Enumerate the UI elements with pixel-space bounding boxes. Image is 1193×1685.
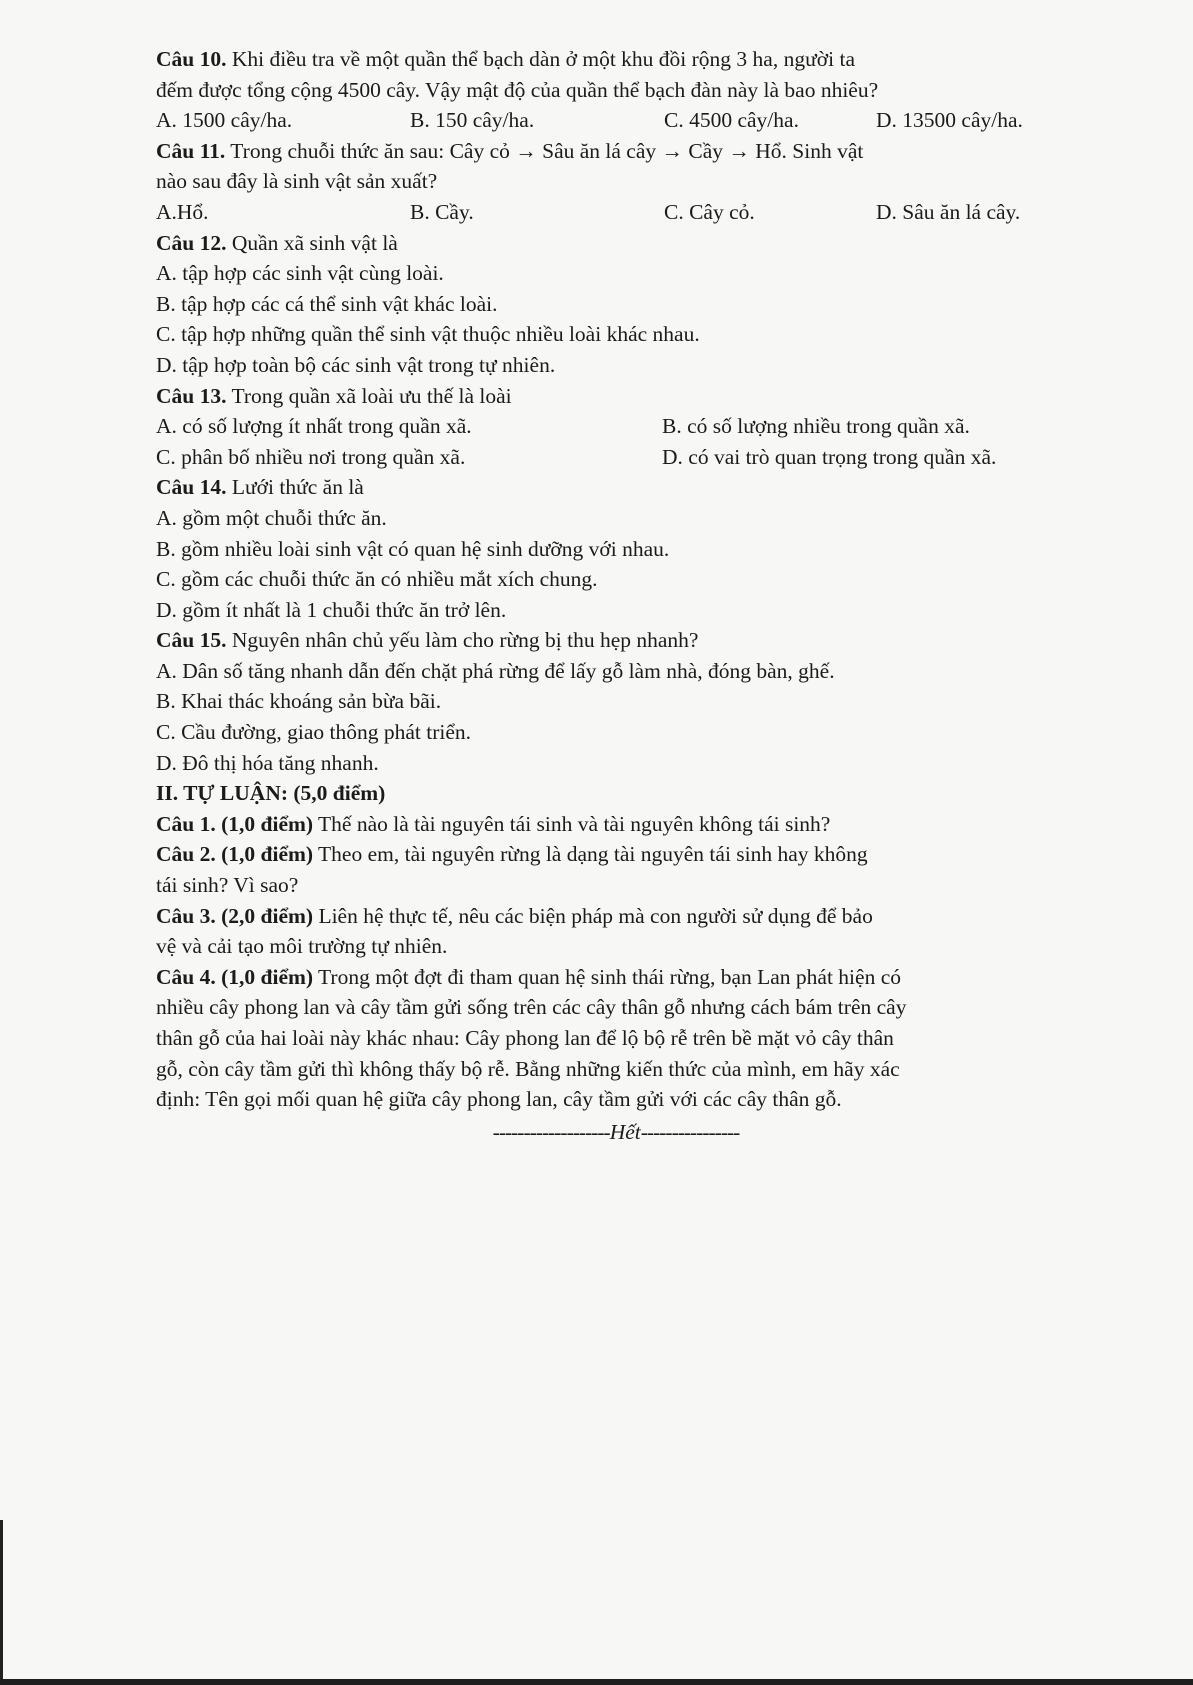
q10-number: Câu 10. <box>156 47 227 71</box>
essay-2-line-1 <box>156 839 1116 870</box>
essay-3-text-1: Liên hệ thực tế, nêu các biện pháp mà con người sử dụng để bảo <box>313 903 873 928</box>
essay-4-text-3: thân gỗ của hai loài này khác nhau: Cây phong lan để lộ bộ rễ trên bề mặt vỏ cây thân <box>156 1026 894 1050</box>
q13-option-d: D. có vai trò quan trọng trong quần xã. <box>662 444 997 469</box>
section-heading <box>156 778 1116 809</box>
q14-number: Câu 14. <box>156 475 227 500</box>
q13-option-b: B. có số lượng nhiều trong quần xã. <box>662 414 970 439</box>
q11-text-2: nào sau đây là sinh vật sản xuất? <box>156 169 438 194</box>
q12-option-a: A. tập hợp các sinh vật cùng loài. <box>156 261 444 286</box>
q14-option-c: C. gồm các chuỗi thức ăn có nhiều mắt xích chung. <box>156 567 598 592</box>
exam-page <box>156 44 1116 1147</box>
end-dashes-left: ------------------- <box>492 1119 610 1144</box>
scan-bottom-edge <box>0 1679 1193 1685</box>
q13-line <box>156 381 1116 412</box>
section-2-title: II. TỰ LUẬN: (5,0 điểm) <box>156 781 386 806</box>
q11-option-d: D. Sâu ăn lá cây. <box>876 199 1021 224</box>
q12-option-b: B. tập hợp các cá thể sinh vật khác loài. <box>156 291 498 316</box>
q15-line <box>156 625 1116 656</box>
q15-option-a: A. Dân số tăng nhanh dẫn đến chặt phá rừng để lấy gỗ làm nhà, đóng bàn, ghế. <box>156 658 835 683</box>
essay-4-text-4: gỗ, còn cây tầm gửi thì không thấy bộ rễ. Bằng những kiến thức của mình, em hãy xác <box>156 1056 900 1081</box>
q11-text-1: Trong chuỗi thức ăn sau: Cây cỏ → Sâu ăn lá cây → Cầy → Hổ. Sinh vật <box>225 138 864 163</box>
essay-1 <box>156 809 1116 840</box>
q14-line <box>156 472 1116 503</box>
q15-option-d: D. Đô thị hóa tăng nhanh. <box>156 750 379 775</box>
q15-option-b: B. Khai thác khoáng sản bừa bãi. <box>156 689 442 714</box>
q12-text: Quần xã sinh vật là <box>226 230 398 255</box>
q15-text: Nguyên nhân chủ yếu làm cho rừng bị thu hẹp nhanh? <box>226 628 699 653</box>
q11-option-c: C. Cây cỏ. <box>664 199 755 224</box>
q10-text-2: đếm được tổng cộng 4500 cây. Vậy mật độ của quần thể bạch đàn này là bao nhiêu? <box>156 77 879 102</box>
essay-2-number: Câu 2. (1,0 điểm) <box>156 842 314 867</box>
q13-number: Câu 13. <box>156 383 227 408</box>
q10-option-a: A. 1500 cây/ha. <box>156 108 293 133</box>
q14-text: Lưới thức ăn là <box>226 475 364 500</box>
q10-option-c: C. 4500 cây/ha. <box>664 108 799 133</box>
q13-option-a: A. có số lượng ít nhất trong quần xã. <box>156 414 472 439</box>
q13-options-row-1 <box>156 411 1116 442</box>
essay-3-line-1 <box>156 901 1116 932</box>
essay-2-text-1: Theo em, tài nguyên rừng là dạng tài nguyên tái sinh hay không <box>313 842 868 867</box>
scan-left-edge <box>0 1520 3 1685</box>
q11-options <box>156 197 1116 228</box>
q11-number: Câu 11. <box>156 138 226 163</box>
essay-3-number: Câu 3. (2,0 điểm) <box>156 903 314 928</box>
q10-text-1: Khi điều tra về một quần thể bạch dàn ở một khu đồi rộng 3 ha, người ta <box>226 47 855 71</box>
essay-4-line-1 <box>156 962 1116 993</box>
end-label: Hết <box>609 1119 641 1144</box>
q12-option-d: D. tập hợp toàn bộ các sinh vật trong tự nhiên. <box>156 352 556 377</box>
essay-2-text-2: tái sinh? Vì sao? <box>156 873 299 898</box>
q14-option-a: A. gồm một chuỗi thức ăn. <box>156 505 387 530</box>
q10-options <box>156 105 1116 136</box>
q11-option-b: B. Cầy. <box>410 199 474 224</box>
q10-option-d: D. 13500 cây/ha. <box>876 108 1023 133</box>
essay-4-text-1: Trong một đợt đi tham quan hệ sinh thái rừng, bạn Lan phát hiện có <box>313 964 901 989</box>
q14-option-b: B. gồm nhiều loài sinh vật có quan hệ sinh dưỡng với nhau. <box>156 536 670 561</box>
q15-option-c: C. Cầu đường, giao thông phát triển. <box>156 720 472 745</box>
q13-options-row-2 <box>156 442 1116 473</box>
q12-number: Câu 12. <box>156 230 227 255</box>
q10-option-b: B. 150 cây/ha. <box>410 108 535 133</box>
q12-option-c: C. tập hợp những quần thể sinh vật thuộc nhiều loài khác nhau. <box>156 322 700 347</box>
q11-line-1 <box>156 136 1116 167</box>
q13-text: Trong quần xã loài ưu thế là loài <box>226 383 512 408</box>
essay-1-text: Thế nào là tài nguyên tái sinh và tài nguyên không tái sinh? <box>313 811 831 836</box>
q14-option-d: D. gồm ít nhất là 1 chuỗi thức ăn trở lên. <box>156 597 507 622</box>
end-marker <box>156 1117 1116 1148</box>
essay-1-number: Câu 1. (1,0 điểm) <box>156 811 314 836</box>
q15-number: Câu 15. <box>156 628 227 653</box>
essay-4-number: Câu 4. (1,0 điểm) <box>156 964 314 989</box>
essay-4-text-5: định: Tên gọi mối quan hệ giữa cây phong lan, cây tầm gửi với các cây thân gỗ. <box>156 1087 842 1112</box>
essay-3-text-2: vệ và cải tạo môi trường tự nhiên. <box>156 934 448 959</box>
q12-line <box>156 228 1116 259</box>
end-dashes-right: ---------------- <box>640 1119 740 1144</box>
q11-option-a: A.Hổ. <box>156 199 209 224</box>
q10-line-1 <box>156 44 1116 75</box>
essay-4-text-2: nhiều cây phong lan và cây tầm gửi sống trên các cây thân gỗ nhưng cách bám trên cây <box>156 995 907 1020</box>
q13-option-c: C. phân bố nhiều nơi trong quần xã. <box>156 444 466 469</box>
